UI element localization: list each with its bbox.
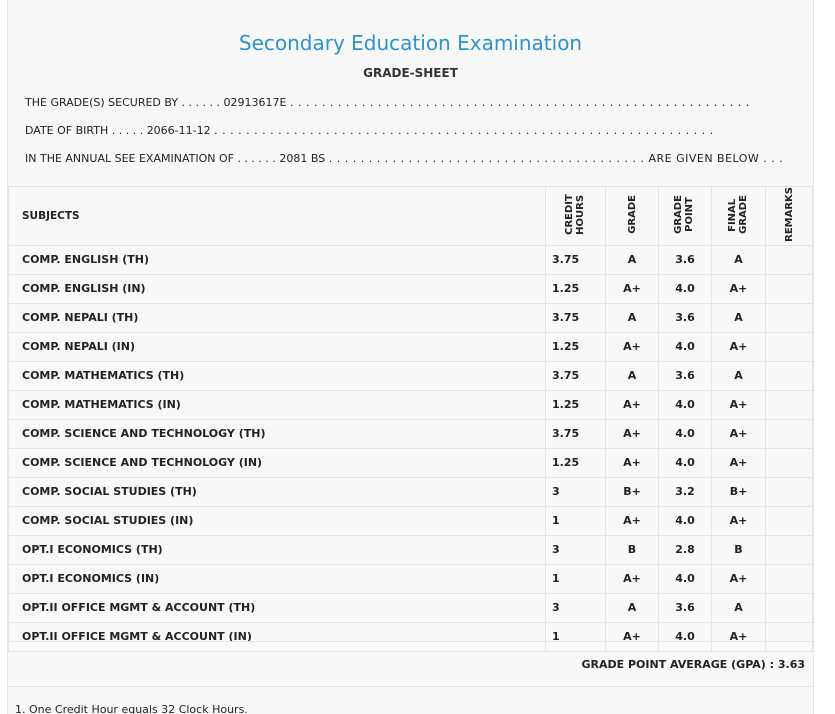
dob-label: DATE OF BIRTH . . . . . [25, 124, 144, 137]
header-remarks-text: REMARKS [783, 187, 795, 242]
grade-point-cell: 3.6 [659, 361, 712, 390]
table-row [9, 303, 813, 332]
subject-cell: OPT.II OFFICE MGMT & ACCOUNT (TH) [9, 593, 546, 622]
grade-cell: A+ [606, 622, 659, 651]
remarks-cell [766, 506, 813, 535]
gpa-value: 3.63 [777, 658, 805, 671]
grade-point-cell: 4.0 [659, 506, 712, 535]
credit-hours-cell: 1 [546, 622, 606, 651]
footnote: 1. One Credit Hour equals 32 Clock Hours. [15, 703, 248, 714]
remarks-cell [766, 303, 813, 332]
remarks-cell [766, 448, 813, 477]
subject-cell: OPT.I ECONOMICS (TH) [9, 535, 546, 564]
credit-hours-cell: 3.75 [546, 361, 606, 390]
remarks-cell [766, 274, 813, 303]
table-row [9, 245, 813, 274]
grade-point-cell: 3.6 [659, 245, 712, 274]
remarks-cell [766, 564, 813, 593]
exam-line [25, 152, 783, 165]
header-credit-hours-text: CREDIT HOURS [563, 194, 586, 235]
table-row [9, 419, 813, 448]
credit-hours-cell: 3.75 [546, 245, 606, 274]
table-row [9, 361, 813, 390]
grade-cell: A [606, 593, 659, 622]
table-row [9, 448, 813, 477]
gpa-section [8, 641, 813, 687]
subject-cell: COMP. SOCIAL STUDIES (IN) [9, 506, 546, 535]
remarks-cell [766, 332, 813, 361]
grade-point-cell: 4.0 [659, 448, 712, 477]
grades-body [9, 245, 813, 651]
grade-point-cell: 4.0 [659, 332, 712, 361]
subject-cell: COMP. NEPALI (TH) [9, 303, 546, 332]
exam-year: 2081 BS [279, 152, 326, 165]
header-subjects: SUBJECTS [9, 187, 546, 246]
grade-point-cell: 3.6 [659, 593, 712, 622]
credit-hours-cell: 1.25 [546, 448, 606, 477]
credit-hours-cell: 3 [546, 535, 606, 564]
final-grade-cell: A+ [712, 622, 766, 651]
final-grade-cell: A [712, 303, 766, 332]
grade-point-cell: 4.0 [659, 622, 712, 651]
grade-cell: A+ [606, 274, 659, 303]
grade-point-cell: 4.0 [659, 564, 712, 593]
remarks-cell [766, 245, 813, 274]
grade-cell: A [606, 361, 659, 390]
grade-point-cell: 3.2 [659, 477, 712, 506]
grade-cell: A+ [606, 506, 659, 535]
credit-hours-cell: 3.75 [546, 303, 606, 332]
credit-hours-cell: 3 [546, 477, 606, 506]
final-grade-cell: B+ [712, 477, 766, 506]
grade-point-cell: 4.0 [659, 419, 712, 448]
grade-point-cell: 3.6 [659, 303, 712, 332]
final-grade-cell: A+ [712, 506, 766, 535]
final-grade-cell: A+ [712, 419, 766, 448]
subject-cell: OPT.I ECONOMICS (IN) [9, 564, 546, 593]
final-grade-cell: A+ [712, 274, 766, 303]
subject-cell: COMP. NEPALI (IN) [9, 332, 546, 361]
header-grade [606, 187, 659, 246]
final-grade-cell: A [712, 245, 766, 274]
page-title: Secondary Education Examination [238, 31, 583, 55]
secured-by-line [25, 96, 750, 109]
remarks-cell [766, 419, 813, 448]
grade-cell: A+ [606, 419, 659, 448]
grade-cell: B+ [606, 477, 659, 506]
credit-hours-cell: 3 [546, 593, 606, 622]
final-grade-cell: A [712, 593, 766, 622]
remarks-cell [766, 593, 813, 622]
dob-dots: . . . . . . . . . . . . . . . . . . . . . . . . . . . . . . . . . . . . . . . . . . . . . . . . . . . . . . . . . . . . . . . [214, 124, 714, 137]
subject-cell: OPT.II OFFICE MGMT & ACCOUNT (IN) [9, 622, 546, 651]
grade-cell: A+ [606, 390, 659, 419]
grade-cell: B [606, 535, 659, 564]
credit-hours-cell: 1.25 [546, 332, 606, 361]
grades-table [8, 186, 813, 652]
page-subtitle: GRADE-SHEET [363, 66, 458, 80]
credit-hours-cell: 1.25 [546, 390, 606, 419]
final-grade-cell: B [712, 535, 766, 564]
subject-cell: COMP. ENGLISH (TH) [9, 245, 546, 274]
symbol-number: 02913617E [223, 96, 287, 109]
header-remarks [766, 187, 813, 246]
grade-cell: A+ [606, 564, 659, 593]
remarks-cell [766, 390, 813, 419]
table-row [9, 535, 813, 564]
exam-tail: . . . . . . . . . . . . . . . . . . . . . . . . . . . . . . . . . . . . . . . . ARE GIVEN BELOW . . . [328, 152, 784, 165]
header-credit-hours [546, 187, 606, 246]
grade-cell: A [606, 303, 659, 332]
subject-cell: COMP. SOCIAL STUDIES (TH) [9, 477, 546, 506]
credit-hours-cell: 3.75 [546, 419, 606, 448]
final-grade-cell: A+ [712, 390, 766, 419]
grade-point-cell: 2.8 [659, 535, 712, 564]
remarks-cell [766, 361, 813, 390]
remarks-cell [766, 535, 813, 564]
header-grade-point-text: GRADE POINT [673, 195, 695, 234]
dob-line [25, 124, 714, 137]
table-row [9, 477, 813, 506]
credit-hours-cell: 1 [546, 564, 606, 593]
table-row [9, 564, 813, 593]
gpa-label: GRADE POINT AVERAGE (GPA) : [581, 658, 775, 671]
grade-cell: A [606, 245, 659, 274]
gpa-line [581, 658, 805, 671]
header-grade-text: GRADE [626, 195, 638, 234]
header-grade-point [659, 187, 712, 246]
header-final-grade [712, 187, 766, 246]
dob-value: 2066-11-12 [146, 124, 211, 137]
final-grade-cell: A [712, 361, 766, 390]
table-row [9, 274, 813, 303]
table-row [9, 506, 813, 535]
header-final-grade-text: FINAL GRADE [726, 195, 749, 234]
final-grade-cell: A+ [712, 332, 766, 361]
remarks-cell [766, 477, 813, 506]
grade-cell: A+ [606, 448, 659, 477]
grade-sheet [7, 0, 814, 714]
credit-hours-cell: 1 [546, 506, 606, 535]
table-row [9, 332, 813, 361]
exam-label: IN THE ANNUAL SEE EXAMINATION OF . . . . . . [25, 152, 276, 165]
grade-cell: A+ [606, 332, 659, 361]
subject-cell: COMP. MATHEMATICS (TH) [9, 361, 546, 390]
credit-hours-cell: 1.25 [546, 274, 606, 303]
final-grade-cell: A+ [712, 564, 766, 593]
grade-point-cell: 4.0 [659, 274, 712, 303]
table-row [9, 593, 813, 622]
grade-point-cell: 4.0 [659, 390, 712, 419]
subject-cell: COMP. MATHEMATICS (IN) [9, 390, 546, 419]
table-row [9, 390, 813, 419]
secured-by-label: THE GRADE(S) SECURED BY . . . . . . [25, 96, 221, 109]
final-grade-cell: A+ [712, 448, 766, 477]
table-header-row [9, 187, 813, 246]
secured-by-dots: . . . . . . . . . . . . . . . . . . . . . . . . . . . . . . . . . . . . . . . . . . . . . . . . . . . . . . . . . . [289, 96, 750, 109]
subject-cell: COMP. SCIENCE AND TECHNOLOGY (IN) [9, 448, 546, 477]
subject-cell: COMP. SCIENCE AND TECHNOLOGY (TH) [9, 419, 546, 448]
subject-cell: COMP. ENGLISH (IN) [9, 274, 546, 303]
